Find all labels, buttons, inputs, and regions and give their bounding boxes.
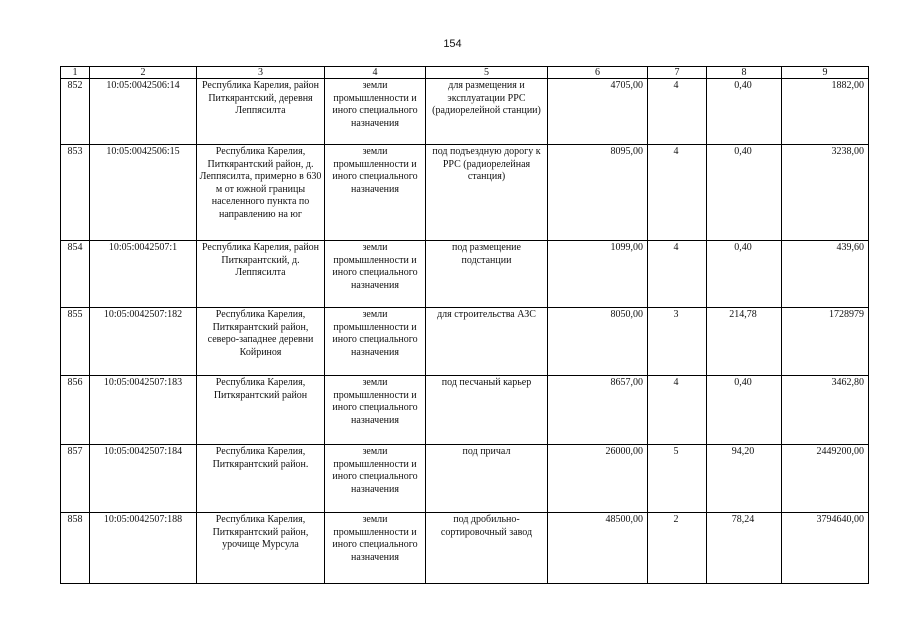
- cadastral-number: 10:05:0042507:184: [90, 445, 197, 513]
- cadastral-value: 3794640,00: [782, 513, 869, 584]
- use-group: 2: [648, 513, 707, 584]
- land-category: земли промышленности и иного специального назначения: [325, 145, 426, 241]
- specific-value: 214,78: [707, 308, 782, 376]
- row-number: 855: [61, 308, 90, 376]
- table-row: [61, 513, 869, 584]
- permitted-use: под причал: [426, 445, 548, 513]
- table-row: [61, 376, 869, 445]
- plot-location: Республика Карелия, район Питкярантский, д. Леппясилта: [197, 241, 325, 308]
- plot-area: 8095,00: [548, 145, 648, 241]
- permitted-use: под песчаный карьер: [426, 376, 548, 445]
- plot-location: Республика Карелия, район Питкярантский, деревня Леппясилта: [197, 79, 325, 145]
- plot-area: 4705,00: [548, 79, 648, 145]
- cadastral-value: 439,60: [782, 241, 869, 308]
- plot-location: Республика Карелия, Питкярантский район.: [197, 445, 325, 513]
- permitted-use: под размещение подстанции: [426, 241, 548, 308]
- specific-value: 0,40: [707, 145, 782, 241]
- specific-value: 0,40: [707, 241, 782, 308]
- column-header: 2: [90, 67, 197, 79]
- plot-location: Республика Карелия, Питкярантский район, урочище Мурсула: [197, 513, 325, 584]
- column-header: 8: [707, 67, 782, 79]
- permitted-use: для строительства АЗС: [426, 308, 548, 376]
- table-row: [61, 445, 869, 513]
- column-header: 6: [548, 67, 648, 79]
- row-number: 858: [61, 513, 90, 584]
- cadastral-number: 10:05:0042507:1: [90, 241, 197, 308]
- permitted-use: для размещения и эксплуатации РРС (радиорелейной станции): [426, 79, 548, 145]
- row-number: 853: [61, 145, 90, 241]
- cadastral-number: 10:05:0042507:188: [90, 513, 197, 584]
- use-group: 4: [648, 376, 707, 445]
- use-group: 4: [648, 145, 707, 241]
- column-header: 1: [61, 67, 90, 79]
- cadastral-value: 1882,00: [782, 79, 869, 145]
- table-row: [61, 308, 869, 376]
- row-number: 852: [61, 79, 90, 145]
- header-row: [61, 67, 869, 79]
- column-header: 3: [197, 67, 325, 79]
- land-category: земли промышленности и иного специального назначения: [325, 513, 426, 584]
- use-group: 5: [648, 445, 707, 513]
- cadastral-number: 10:05:0042506:15: [90, 145, 197, 241]
- cadastral-number: 10:05:0042506:14: [90, 79, 197, 145]
- row-number: 857: [61, 445, 90, 513]
- column-header: 4: [325, 67, 426, 79]
- column-header: 7: [648, 67, 707, 79]
- use-group: 4: [648, 241, 707, 308]
- land-category: земли промышленности и иного специального назначения: [325, 241, 426, 308]
- row-number: 854: [61, 241, 90, 308]
- use-group: 3: [648, 308, 707, 376]
- plot-location: Республика Карелия, Питкярантский район, северо-западнее деревни Койриноя: [197, 308, 325, 376]
- use-group: 4: [648, 79, 707, 145]
- table-row: [61, 79, 869, 145]
- land-plot-table: [60, 66, 869, 584]
- row-number: 856: [61, 376, 90, 445]
- cadastral-number: 10:05:0042507:182: [90, 308, 197, 376]
- land-category: земли промышленности и иного специального назначения: [325, 79, 426, 145]
- page-number: 154: [443, 38, 462, 50]
- plot-area: 8657,00: [548, 376, 648, 445]
- land-category: земли промышленности и иного специального назначения: [325, 376, 426, 445]
- table-row: [61, 241, 869, 308]
- specific-value: 0,40: [707, 79, 782, 145]
- permitted-use: под дробильно-сортировочный завод: [426, 513, 548, 584]
- cadastral-value: 3462,80: [782, 376, 869, 445]
- plot-location: Республика Карелия, Питкярантский район: [197, 376, 325, 445]
- plot-location: Республика Карелия, Питкярантский район, д. Леппясилта, примерно в 630 м от южной границы населенного пункта по направлению на юг: [197, 145, 325, 241]
- cadastral-value: 3238,00: [782, 145, 869, 241]
- cadastral-value: 1728979: [782, 308, 869, 376]
- plot-area: 8050,00: [548, 308, 648, 376]
- cadastral-value: 2449200,00: [782, 445, 869, 513]
- plot-area: 1099,00: [548, 241, 648, 308]
- plot-area: 26000,00: [548, 445, 648, 513]
- land-category: земли промышленности и иного специального назначения: [325, 308, 426, 376]
- cadastral-number: 10:05:0042507:183: [90, 376, 197, 445]
- land-category: земли промышленности и иного специального назначения: [325, 445, 426, 513]
- specific-value: 94,20: [707, 445, 782, 513]
- permitted-use: под подъездную дорогу к РРС (радиорелейная станция): [426, 145, 548, 241]
- specific-value: 0,40: [707, 376, 782, 445]
- column-header: 5: [426, 67, 548, 79]
- table-row: [61, 145, 869, 241]
- column-header: 9: [782, 67, 869, 79]
- plot-area: 48500,00: [548, 513, 648, 584]
- specific-value: 78,24: [707, 513, 782, 584]
